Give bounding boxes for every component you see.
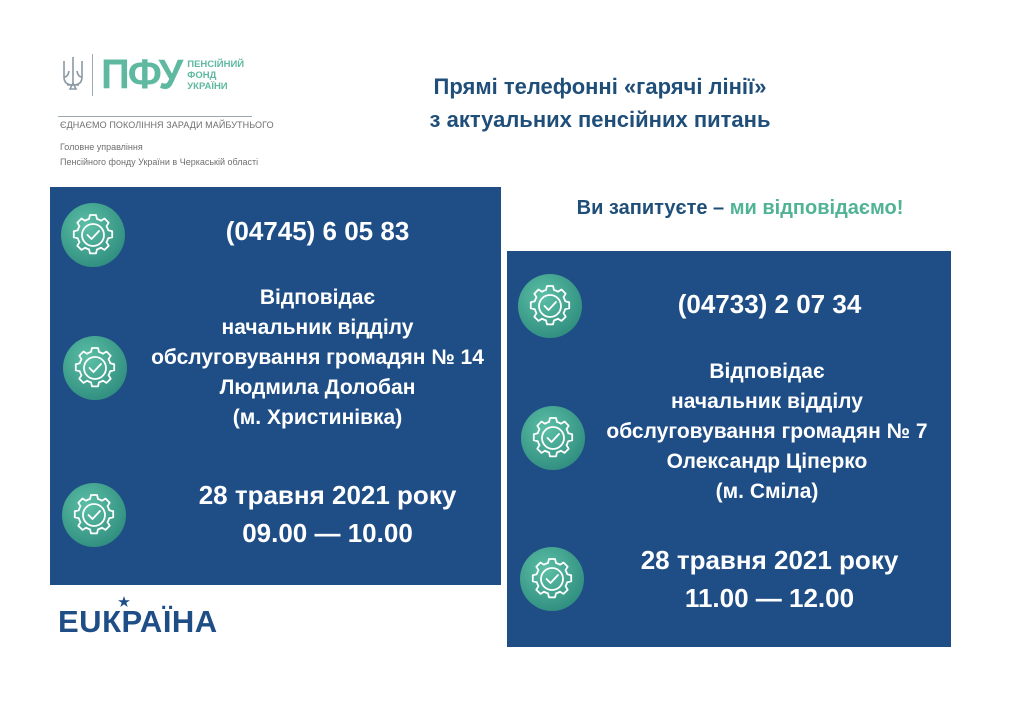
logo-divider: [92, 54, 93, 96]
responsible-person: [130, 283, 505, 433]
department-line2: Пенсійного фонду України в Черкаській області: [60, 157, 259, 167]
logo-underline: [58, 116, 252, 117]
tagline-answer: ми відповідаємо!: [729, 197, 904, 219]
gear-check-icon: [519, 546, 585, 612]
gear-check-icon: [60, 202, 126, 268]
person-name: Олександр Ціперко: [666, 450, 868, 473]
gear-check-icon: [517, 273, 583, 339]
schedule: [160, 476, 495, 552]
title-line1: Прямі телефонні «гарячі лінії»: [433, 74, 767, 99]
time: 09.00 — 10.00: [242, 518, 413, 548]
time: 11.00 — 12.00: [684, 583, 855, 613]
pfu-abbr: ПФУ: [101, 51, 182, 99]
trident-icon: [58, 53, 88, 97]
pfu-logo: [58, 50, 274, 167]
title-line2: з актуальних пенсійних питань: [429, 107, 771, 132]
phone-number[interactable]: (04733) 2 07 34: [677, 289, 862, 319]
eukraina-logo: EUКРАЇНА: [58, 604, 218, 639]
pfu-fullname-line1: ПЕНСІЙНИЙ: [187, 58, 245, 70]
date: 28 травня 2021 року: [640, 545, 899, 575]
person-line1: Відповідає: [259, 286, 376, 309]
hotline-panel-right: [507, 251, 951, 647]
phone-number[interactable]: (04745) 6 05 83: [225, 216, 410, 246]
department-line1: Головне управління: [60, 142, 143, 152]
person-line2: начальник відділу: [221, 316, 414, 339]
tagline-question: Ви запитуєте –: [576, 197, 730, 219]
responsible-person: [592, 357, 942, 507]
pfu-fullname-line2: ФОНД: [187, 69, 217, 81]
person-city: (м. Христинівка): [232, 406, 403, 429]
motto: ЄДНАЄМО ПОКОЛІННЯ ЗАРАДИ МАЙБУТНЬОГО: [60, 120, 274, 130]
pfu-fullname-line3: УКРАЇНИ: [187, 80, 228, 92]
tagline: [540, 197, 940, 220]
schedule: [602, 541, 937, 617]
hotline-panel-left: [50, 187, 501, 585]
gear-check-icon: [62, 335, 128, 401]
gear-check-icon: [61, 482, 127, 548]
gear-check-icon: [520, 405, 586, 471]
person-city: (м. Сміла): [715, 480, 819, 503]
date: 28 травня 2021 року: [198, 480, 457, 510]
pfu-fullname: [187, 59, 257, 92]
page-title: [350, 70, 850, 136]
person-line1: Відповідає: [709, 360, 825, 383]
person-line3: обслуговування громадян № 14: [151, 346, 484, 369]
person-line2: начальник відділу: [671, 390, 863, 413]
person-name: Людмила Долобан: [219, 376, 416, 399]
person-line3: обслуговування громадян № 7: [606, 420, 928, 443]
